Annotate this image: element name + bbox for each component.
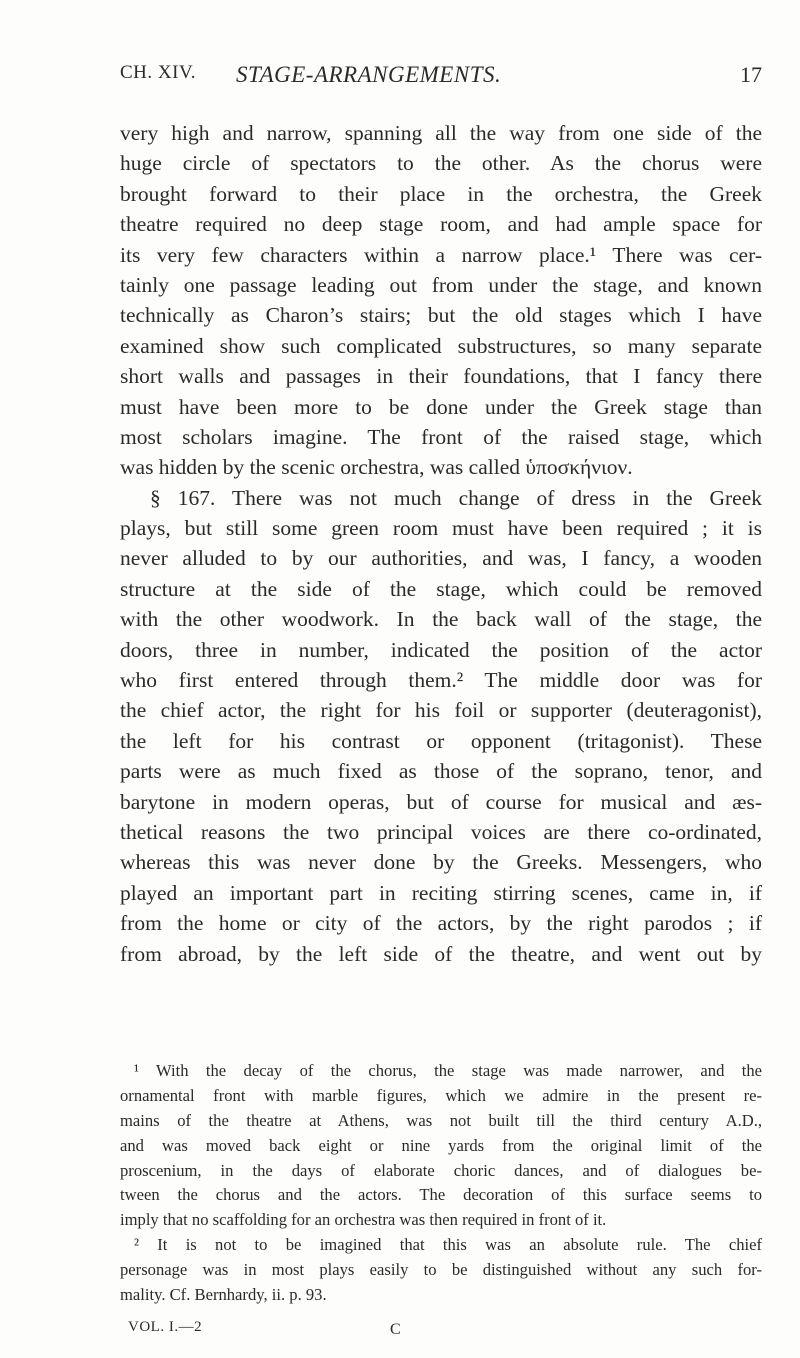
footnote-line: personage was in most plays easily to be distinguished without any such for- bbox=[120, 1260, 762, 1280]
footnote-line: ornamental front with marble figures, which we admire in the present re- bbox=[120, 1085, 762, 1105]
footnote-line: proscenium, in the days of elaborate choric dances, and of dialogues be- bbox=[120, 1160, 762, 1180]
running-title: STAGE-ARRANGEMENTS. bbox=[236, 62, 502, 87]
body-line: never alluded to by our authorities, and was, I fancy, a wooden bbox=[120, 546, 762, 571]
body-line: tainly one passage leading out from under the stage, and known bbox=[120, 272, 762, 297]
body-text bbox=[120, 118, 762, 969]
footnote-line: ² It is not to be imagined that this was an absolute rule. The chief bbox=[134, 1235, 762, 1255]
body-line: doors, three in number, indicated the position of the actor bbox=[120, 637, 762, 662]
body-line: structure at the side of the stage, which could be removed bbox=[120, 576, 762, 601]
page-number: 17 bbox=[740, 62, 762, 87]
body-line: plays, but still some green room must have been required ; it is bbox=[120, 516, 762, 541]
body-line: with the other woodwork. In the back wall of the stage, the bbox=[120, 607, 762, 632]
footnotes bbox=[120, 1059, 762, 1308]
body-line: short walls and passages in their foundations, that I fancy there bbox=[120, 364, 762, 389]
body-line: its very few characters within a narrow place.¹ There was cer- bbox=[120, 242, 762, 267]
footnote-line: tween the chorus and the actors. The decoration of this surface seems to bbox=[120, 1185, 762, 1205]
footnote-line: imply that no scaffolding for an orchestra was then required in front of it. bbox=[120, 1210, 607, 1230]
chapter-label: CH. XIV. bbox=[120, 62, 196, 83]
body-line: was hidden by the scenic orchestra, was called ὑποσκήνιον. bbox=[120, 455, 633, 480]
body-line: whereas this was never done by the Greeks. Messengers, who bbox=[120, 850, 762, 875]
footnote-line: and was moved back eight or nine yards from the original limit of the bbox=[120, 1135, 762, 1155]
body-line: huge circle of spectators to the other. As the chorus were bbox=[120, 151, 762, 176]
body-line: from abroad, by the left side of the theatre, and went out by bbox=[120, 941, 762, 966]
body-line: played an important part in reciting stirring scenes, came in, if bbox=[120, 880, 762, 905]
body-line: parts were as much fixed as those of the soprano, tenor, and bbox=[120, 759, 762, 784]
body-line: very high and narrow, spanning all the way from one side of the bbox=[120, 121, 762, 145]
signature-letter: C bbox=[390, 1321, 401, 1338]
body-line: the left for his contrast or opponent (tritagonist). These bbox=[120, 728, 762, 753]
body-line: brought forward to their place in the orchestra, the Greek bbox=[120, 181, 762, 206]
body-line: most scholars imagine. The front of the raised stage, which bbox=[120, 424, 762, 449]
body-line: technically as Charon’s stairs; but the old stages which I have bbox=[120, 303, 762, 328]
running-header bbox=[120, 62, 762, 92]
body-line: theatre required no deep stage room, and had ample space for bbox=[120, 212, 762, 237]
body-line: must have been more to be done under the Greek stage than bbox=[120, 394, 762, 419]
body-line: examined show such complicated substructures, so many separate bbox=[120, 333, 762, 358]
body-line: § 167. There was not much change of dress in the Greek bbox=[150, 485, 762, 510]
body-line: thetical reasons the two principal voices are there co-ordinated, bbox=[120, 819, 762, 844]
body-line: barytone in modern operas, but of course for musical and æs- bbox=[120, 789, 762, 814]
footnote-line: mains of the theatre at Athens, was not built till the third century A.D., bbox=[120, 1110, 762, 1130]
footnote-line: ¹ With the decay of the chorus, the stage was made narrower, and the bbox=[134, 1061, 762, 1080]
volume-signature: VOL. I.—2 bbox=[128, 1319, 203, 1335]
footnote-line: mality. Cf. Bernhardy, ii. p. 93. bbox=[120, 1285, 327, 1305]
body-line: from the home or city of the actors, by the right parodos ; if bbox=[120, 911, 762, 936]
body-line: the chief actor, the right for his foil or supporter (deuteragonist), bbox=[120, 698, 762, 723]
body-line: who first entered through them.² The middle door was for bbox=[120, 668, 762, 693]
